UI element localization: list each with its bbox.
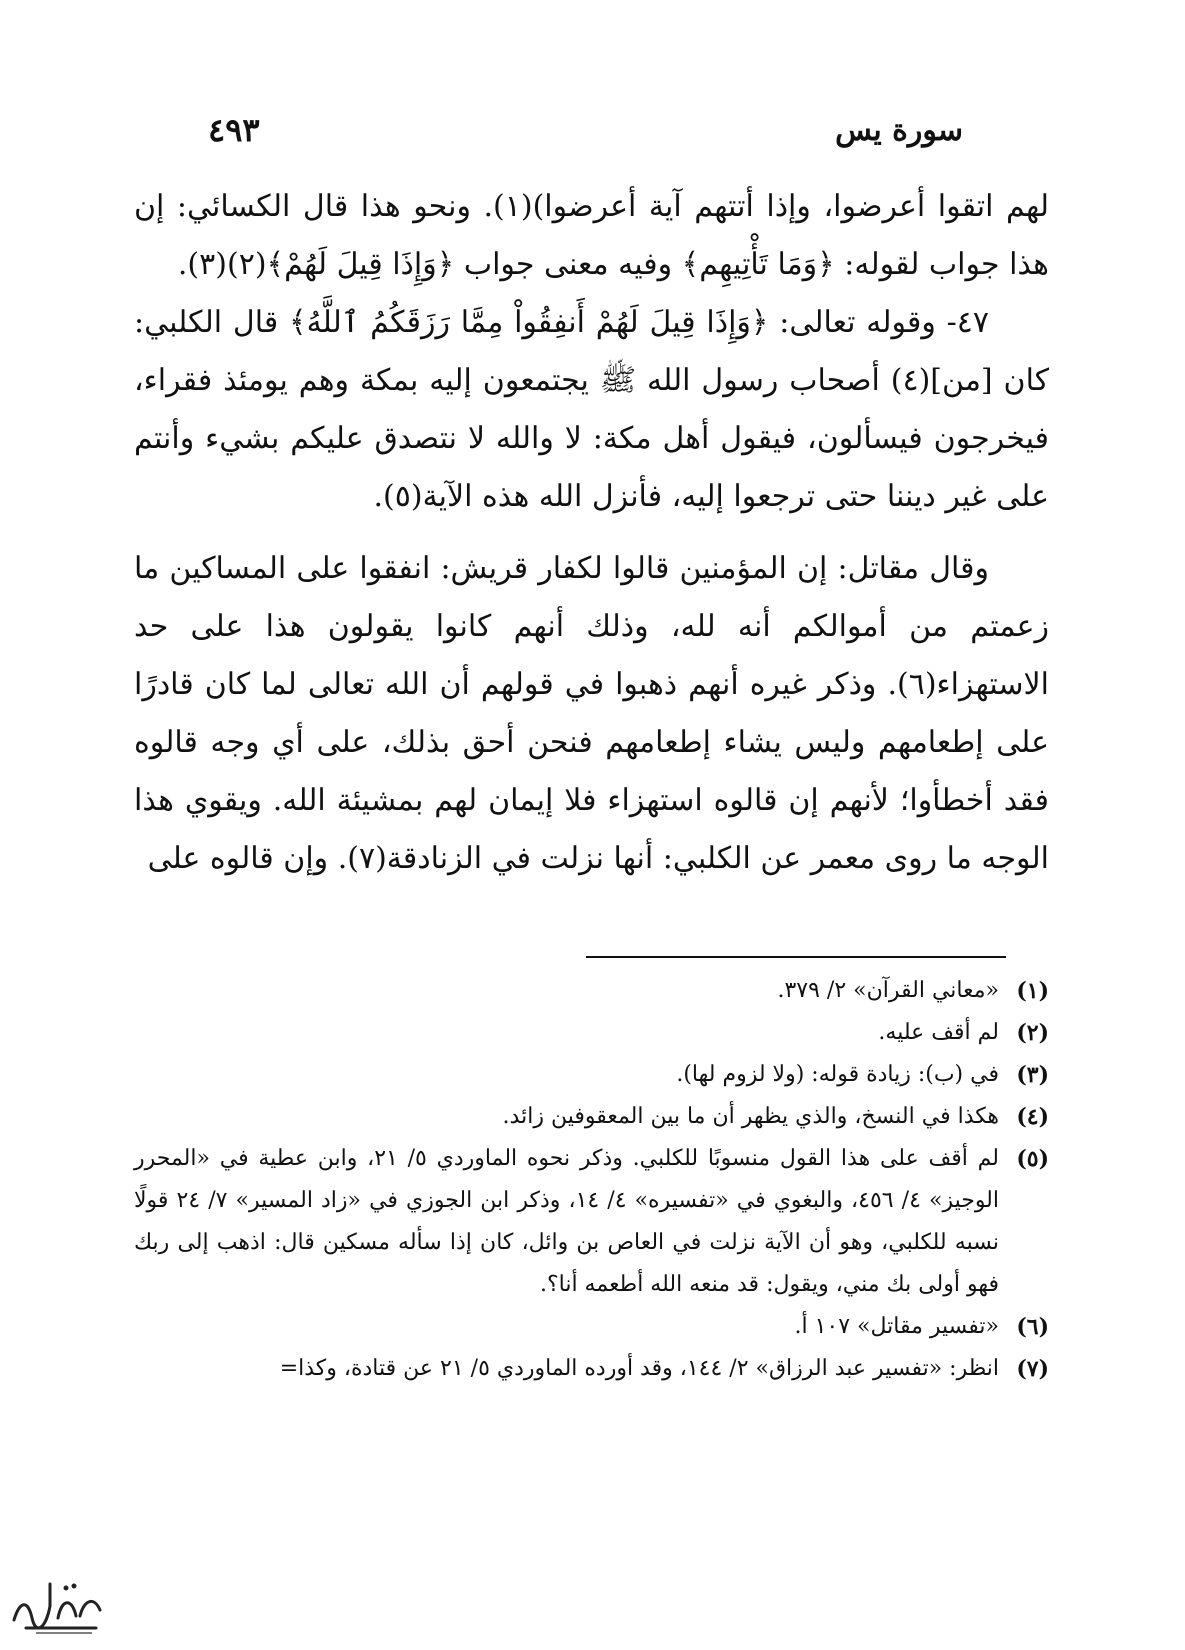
footnote-number: (٦): [1016, 1314, 1049, 1340]
footnote-number: (٣): [1016, 1062, 1049, 1088]
footnote-number: (١): [1016, 978, 1049, 1004]
paragraph: ٤٧- وقوله تعالى: ﴿وَإِذَا قِيلَ لَهُمْ أَنفِقُواْ مِمَّا رَزَقَكُمُ ٱللَّهُ﴾ قال الكلبي: كان [من](٤) أصحاب رسول الله ﷺ يجتمعون إليه بمكة وهم يومئذ فقراء، فيخرجون فيسألون، فيقول أهل مكة: لا والله لا نتصدق عليكم بشيء وأنتم على غير ديننا حتى ترجعوا إليه، فأنزل الله هذه الآية(٥).: [134, 305, 1049, 514]
page-number: ٤٩٣: [208, 111, 260, 149]
footnote-separator: [586, 956, 1006, 958]
footnote: [134, 970, 1049, 1012]
footnotes: [134, 970, 1049, 1390]
footnote-text: لم أقف عليه.: [878, 1020, 999, 1045]
footnote: [134, 1096, 1049, 1138]
footnote-number: (٥): [1016, 1146, 1049, 1172]
paragraph: لهم اتقوا أعرضوا، وإذا أتتهم آية أعرضوا)(١). ونحو هذا قال الكسائي: إن هذا جواب لقوله: ﴿وَمَا تَأْتِيهِم﴾ وفيه معنى جواب ﴿وَإِذَا قِيلَ لَهُمْ﴾(٢)(٣).: [134, 189, 1049, 282]
running-header: [208, 108, 963, 152]
footnote: [134, 1054, 1049, 1096]
footnote-number: (٧): [1016, 1356, 1049, 1382]
almostafa-logo-icon: [6, 1570, 106, 1636]
footnote: [134, 1012, 1049, 1054]
main-text: [134, 178, 1049, 888]
footnote-number: (٢): [1016, 1020, 1049, 1046]
footnote-number: (٤): [1016, 1104, 1049, 1130]
footnote: [134, 1348, 1049, 1390]
footnote: [134, 1306, 1049, 1348]
footnote: [134, 1138, 1049, 1306]
footnote-text: انظر: «تفسير عبد الرزاق» ٢/ ١٤٤، وقد أورده الماوردي ٥/ ٢١ عن قتادة، وكذا=: [279, 1356, 999, 1381]
footnote-text: «معاني القرآن» ٢/ ٣٧٩.: [777, 978, 999, 1003]
footnote-text: لم أقف على هذا القول منسوبًا للكلبي. وذكر نحوه الماوردي ٥/ ٢١، وابن عطية في «المحرر الوجيز» ٤/ ٤٥٦، والبغوي في «تفسيره» ٤/ ١٤، وذكر ابن الجوزي في «زاد المسير» ٧/ ٢٤ قولًا نسبه للكلبي، وهو أن الآية نزلت في العاص بن وائل، كان إذا سأله مسكين قال: اذهب إلى ربك فهو أولى بك مني، ويقول: قد منعه الله أطعمه أنا؟.: [134, 1146, 999, 1297]
surah-title: سورة يس: [835, 112, 963, 148]
footnote-text: في (ب): زيادة قوله: (ولا لزوم لها).: [676, 1062, 999, 1087]
footnote-text: هكذا في النسخ، والذي يظهر أن ما بين المعقوفين زائد.: [502, 1104, 999, 1129]
footnote-text: «تفسير مقاتل» ١٠٧ أ.: [794, 1314, 999, 1339]
paragraph: وقال مقاتل: إن المؤمنين قالوا لكفار قريش: انفقوا على المساكين ما زعمتم من أموالكم أنه لله، وذلك أنهم كانوا يقولون هذا على حد الاستهزاء(٦). وذكر غيره أنهم ذهبوا في قولهم أن الله تعالى لما كان قادرًا على إطعامهم وليس يشاء إطعامهم فنحن أحق بذلك، على أي وجه قالوه فقد أخطأوا؛ لأنهم إن قالوه استهزاء فلا إيمان لهم بمشيئة الله. ويقوي هذا الوجه ما روى معمر عن الكلبي: أنها نزلت في الزنادقة(٧). وإن قالوه على: [134, 551, 1049, 876]
